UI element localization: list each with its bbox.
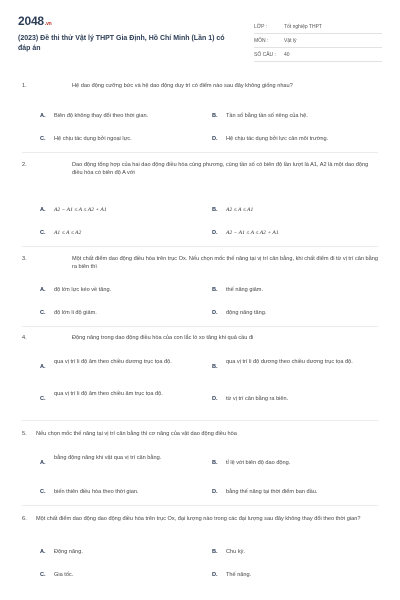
meta-key: MÔN : xyxy=(254,37,269,44)
option-letter: A. xyxy=(40,549,46,555)
meta-row-count xyxy=(254,48,382,62)
option-letter: D. xyxy=(212,489,218,495)
meta-value: 40 xyxy=(284,51,290,58)
option-letter: A. xyxy=(40,460,46,466)
meta-key: SỐ CÂU : xyxy=(254,51,276,58)
option-letter: B. xyxy=(212,207,218,213)
option-text: qua vị trí li độ âm theo chiều âm trục tọa độ. xyxy=(54,391,163,397)
option-letter: B. xyxy=(212,549,218,555)
option-text: Hệ chịu tác dụng bởi lực cản môi trường. xyxy=(226,136,329,142)
option-text: độ lớn lực kéo về tăng. xyxy=(54,287,112,293)
option-text: Động năng. xyxy=(54,549,83,555)
option-letter: D. xyxy=(212,310,218,316)
option-text: Biên độ không thay đổi theo thời gian. xyxy=(54,113,149,119)
question-number: 2. xyxy=(22,162,27,168)
question-text: Nếu chọn mốc thế năng tại vị trí cân bằng thì cơ năng của vật dao động điều hòa xyxy=(36,431,237,437)
meta-value: Vật lý xyxy=(284,37,297,44)
divider xyxy=(22,246,378,247)
question-number: 6. xyxy=(22,516,27,522)
option-text: Chu kỳ. xyxy=(226,549,245,555)
page-header xyxy=(18,10,382,68)
question-number: 5. xyxy=(22,431,27,437)
option-letter: C. xyxy=(40,310,46,316)
option-text: Tần số bằng tần số riêng của hệ. xyxy=(226,113,308,119)
option-formula: A2 ≤ A ≤ A1 xyxy=(226,207,254,213)
divider xyxy=(22,326,378,327)
option-letter: D. xyxy=(212,230,218,236)
option-letter: C. xyxy=(40,396,46,402)
option-letter: B. xyxy=(212,113,218,119)
exam-meta xyxy=(254,20,382,62)
option-text: thế năng giảm. xyxy=(226,287,264,293)
logo-text: 2048 xyxy=(18,14,44,28)
option-text: qua vị trí li độ âm theo chiều dương trục tọa độ. xyxy=(54,359,172,365)
option-text: bằng động năng khi vật qua vị trí cân bằng. xyxy=(54,455,162,461)
option-letter: C. xyxy=(40,136,46,142)
option-text: qua vị trí li độ dương theo chiều dương trục tọa độ. xyxy=(226,359,353,365)
option-letter: C. xyxy=(40,230,46,236)
option-letter: D. xyxy=(212,136,218,142)
meta-row-class xyxy=(254,20,382,34)
option-letter: A. xyxy=(40,287,46,293)
option-letter: B. xyxy=(212,460,218,466)
question-number: 1. xyxy=(22,83,27,89)
meta-row-subject xyxy=(254,34,382,48)
meta-key: LỚP : xyxy=(254,23,268,30)
logo-suffix: .vn xyxy=(44,21,52,27)
divider xyxy=(22,505,378,506)
question-text: Hệ dao động cưỡng bức và hệ dao động duy trì có điểm nào sau đây không giống nhau? xyxy=(72,83,293,89)
option-formula: A2 − A1 ≤ A ≤ A2 + A1 xyxy=(226,230,279,236)
divider xyxy=(22,152,378,153)
option-letter: C. xyxy=(40,489,46,495)
option-formula: A2 − A1 ≤ A ≤ A2 + A1 xyxy=(54,207,107,213)
question-text: Động năng trong dao động điều hòa của con lắc lò xo tăng khi quả cầu đi xyxy=(72,335,254,341)
meta-value: Tốt nghiệp THPT xyxy=(284,23,322,30)
option-text: Thế năng. xyxy=(226,572,252,578)
option-text: độ lớn li độ giảm. xyxy=(54,310,97,316)
option-text: Hệ chịu tác dụng bởi ngoại lực. xyxy=(54,136,132,142)
option-letter: A. xyxy=(40,364,46,370)
option-text: Gia tốc. xyxy=(54,572,74,578)
divider xyxy=(22,420,378,421)
question-text: Một chất điểm dao động dao động điều hòa trên trục Ox, đại lượng nào trong các đại lượng sau đây không thay đổi theo thời gian? xyxy=(36,516,361,522)
option-letter: A. xyxy=(40,207,46,213)
option-letter: C. xyxy=(40,572,46,578)
question-text: Dao động tổng hợp của hai dao động điều hòa cùng phương, cùng tần số có biên độ lần lượt là A1, A2 là một dao động điều hòa có biên độ A với xyxy=(72,162,369,176)
option-text: từ vị trí cân bằng ra biên. xyxy=(226,396,289,402)
option-letter: D. xyxy=(212,396,218,402)
option-letter: D. xyxy=(212,572,218,578)
question-text: Một chất điểm dao động điều hòa trên trục Ox. Nếu chọn mốc thế năng tại vị trí cân bằng, khi chất điểm đi từ vị trí cân bằng ra biên thì xyxy=(72,256,378,270)
option-text: biến thiên điều hòa theo thời gian. xyxy=(54,489,139,495)
question-number: 3. xyxy=(22,256,27,262)
option-text: tỉ lệ với biên độ dao động. xyxy=(226,460,291,466)
page-title: (2023) Đề thi thử Vật lý THPT Gia Định, Hồ Chí Minh (Lần 1) có đáp án xyxy=(18,35,225,52)
option-letter: B. xyxy=(212,287,218,293)
option-letter: B. xyxy=(212,364,218,370)
option-text: bằng thế năng tại thời điểm ban đầu. xyxy=(226,489,318,495)
option-formula: A1 ≤ A ≤ A2 xyxy=(54,230,82,236)
option-text: động năng tăng. xyxy=(226,310,267,316)
site-logo[interactable] xyxy=(18,14,52,28)
question-number: 4. xyxy=(22,335,27,341)
option-letter: A. xyxy=(40,113,46,119)
